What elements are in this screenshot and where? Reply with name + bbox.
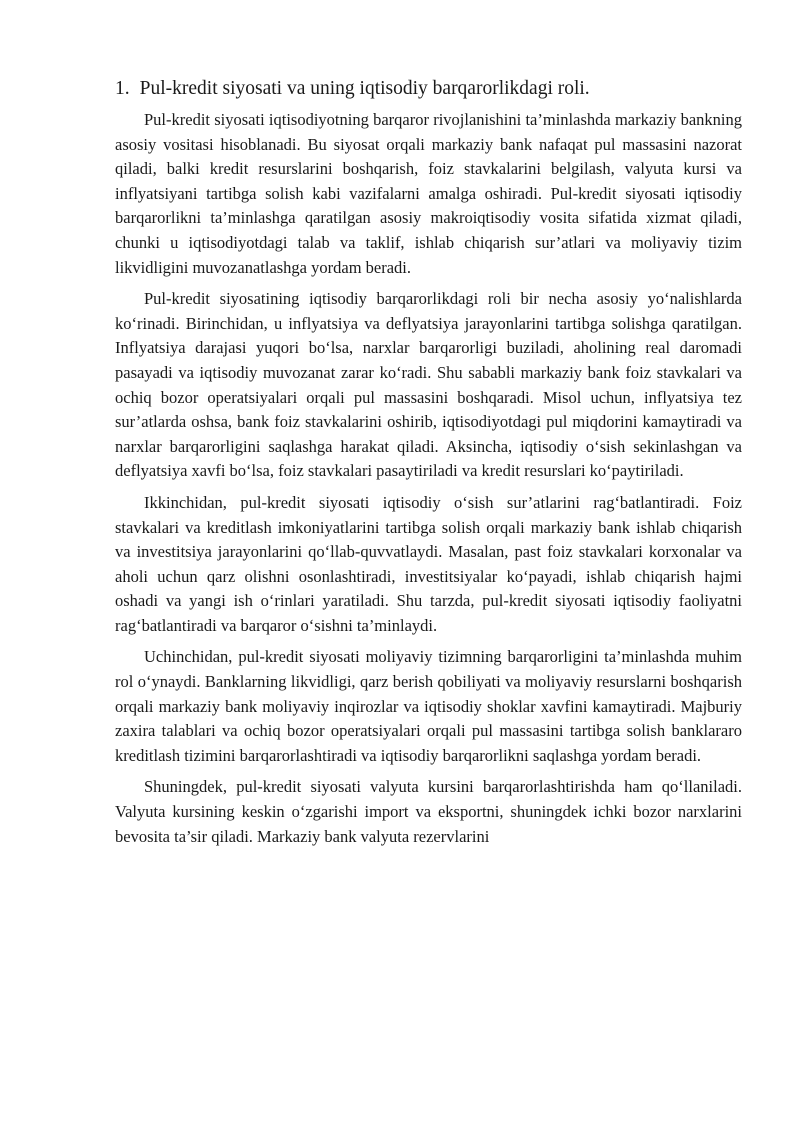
paragraph-financial-system: Uchinchidan, pul-kredit siyosati moliyaviy tizimning barqarorligini ta’minlashda muhim rol o‘ynaydi. Banklarning likvidligi, qarz berish qobiliyati va moliyaviy resurslarni boshqarish orqali markaziy bank moliyaviy inqirozlar va iqtisodiy shoklar xavfini kamaytiradi. Majburiy zaxira talablari va ochiq bozor operatsiyalari orqali pul massasini tartibga solish banklararo kreditlash tizimini barqarorlashtiradi va iqtisodiy barqarorlikni saqlashga yordam beradi. <box>115 647 742 765</box>
paragraph-growth: Ikkinchidan, pul-kredit siyosati iqtisodiy o‘sish sur’atlarini rag‘batlantiradi. Foiz stavkalari va kreditlash imkoniyatlarini tartibga solish orqali markaziy bank ishlab chiqarish va investitsiya jarayonlarini qo‘llab-quvvatlaydi. Masalan, past foiz stavkalari korxonalar va aholi uchun qarz olishni osonlashtiradi, investitsiyalar ko‘payadi, ishlab chiqarish hajmi oshadi va yangi ish o‘rinlari yaratiladi. Shu tarzda, pul-kredit siyosati iqtisodiy faoliyatni rag‘batlantiradi va barqaror o‘sishni ta’minlaydi. <box>115 492 742 635</box>
document-page <box>115 72 742 856</box>
section-title: Pul-kredit siyosati va uning iqtisodiy barqarorlikdagi roli. <box>139 78 590 99</box>
paragraph-currency: Shuningdek, pul-kredit siyosati valyuta kursini barqarorlashtirishda ham qo‘llaniladi. Valyuta kursining keskin o‘zgarishi import va eksportni, shuningdek ichki bozor narxlarini bevosita ta’sir qiladi. Markaziy bank valyuta rezervlarini <box>115 777 742 846</box>
section-number: 1. <box>115 78 130 99</box>
paragraph-intro: Pul-kredit siyosati iqtisodiyotning barqaror rivojlanishini ta’minlashda markaziy bankning asosiy vositasi hisoblanadi. Bu siyosat orqali markaziy bank nafaqat pul massasini nazorat qiladi, balki kredit resurslarini boshqarish, foiz stavkalarini belgilash, valyuta kursi va inflyatsiyani tartibga solish kabi vazifalarni amalga oshiradi. Pul-kredit siyosati iqtisodiy barqarorlikni ta’minlashga qaratilgan asosiy makroiqtisodiy vosita sifatida xizmat qiladi, chunki u iqtisodiyotdagi talab va taklif, ishlab chiqarish sur’atlari va moliyaviy tizim likvidligini muvozanatlashga yordam beradi. <box>115 110 742 277</box>
section-heading <box>115 76 742 102</box>
paragraph-inflation: Pul-kredit siyosatining iqtisodiy barqarorlikdagi roli bir necha asosiy yo‘nalishlarda ko‘rinadi. Birinchidan, u inflyatsiya va deflyatsiya jarayonlarini tartibga solishga qaratilgan. Inflyatsiya darajasi yuqori bo‘lsa, narxlar barqarorligi buziladi, aholining real daromadi pasayadi va iqtisodiy muvozanat zarar ko‘radi. Shu sababli markaziy bank foiz stavkalari va ochiq bozor operatsiyalari orqali pul massasini boshqaradi. Misol uchun, inflyatsiya tez sur’atlarda oshsa, bank foiz stavkalarini oshirib, iqtisodiyotdagi pul miqdorini kamaytiradi va narxlar barqarorligini saqlashga harakat qiladi. Aksincha, iqtisodiy o‘sish sekinlashgan va deflyatsiya xavfi bo‘lsa, foiz stavkalari pasaytiriladi va kredit resurslari ko‘paytiriladi. <box>115 289 742 481</box>
